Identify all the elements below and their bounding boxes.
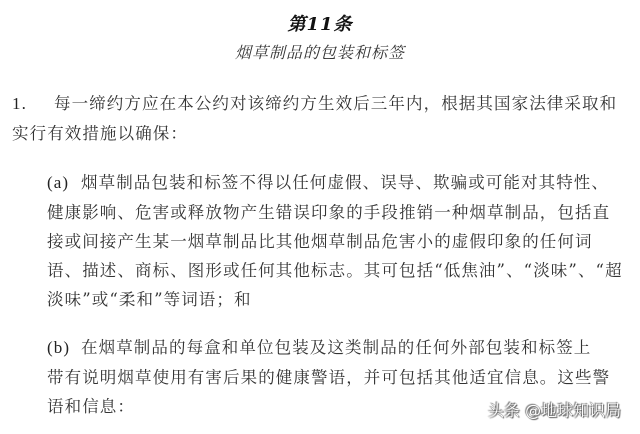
article-title: 第11条	[287, 14, 353, 35]
item-a-line-4: 语、描述、商标、图形或任何其他标志。其可包括“低焦油”、“淡味”、“超	[47, 261, 623, 280]
paragraph-1-line-1	[12, 90, 617, 114]
item-text: 在烟草制品的每盒和单位包装及这类制品的任何外部包装和标签上	[81, 338, 592, 357]
item-a-line-3: 接或间接产生某一烟草制品比其他烟草制品危害小的虚假印象的任何词	[47, 232, 593, 251]
paragraph-text: 每一缔约方应在本公约对该缔约方生效后三年内，根据其国家法律采取和	[54, 94, 618, 113]
item-b-line-1	[47, 334, 591, 358]
paragraph-number: 1.	[12, 94, 27, 113]
item-label: (b)	[47, 338, 71, 357]
item-b-line-3: 语和信息：	[47, 397, 135, 416]
item-text: 烟草制品包装和标签不得以任何虚假、误导、欺骗或可能对其特性、	[81, 173, 609, 192]
item-a-line-1	[47, 169, 609, 193]
item-a-line-5: 淡味”或“柔和”等词语；和	[47, 290, 252, 309]
paragraph-1-line-2: 实行有效措施以确保：	[12, 124, 188, 143]
item-a-line-2: 健康影响、危害或释放物产生错误印象的手段推销一种烟草制品，包括直	[47, 203, 611, 222]
article-subtitle: 烟草制品的包装和标签	[234, 43, 405, 62]
item-b-line-2: 带有说明烟草使用有害后果的健康警语，并可包括其他适宜信息。这些警	[47, 368, 611, 387]
item-label: (a)	[47, 173, 70, 192]
watermark: 头条 @地球知识局	[488, 401, 622, 420]
